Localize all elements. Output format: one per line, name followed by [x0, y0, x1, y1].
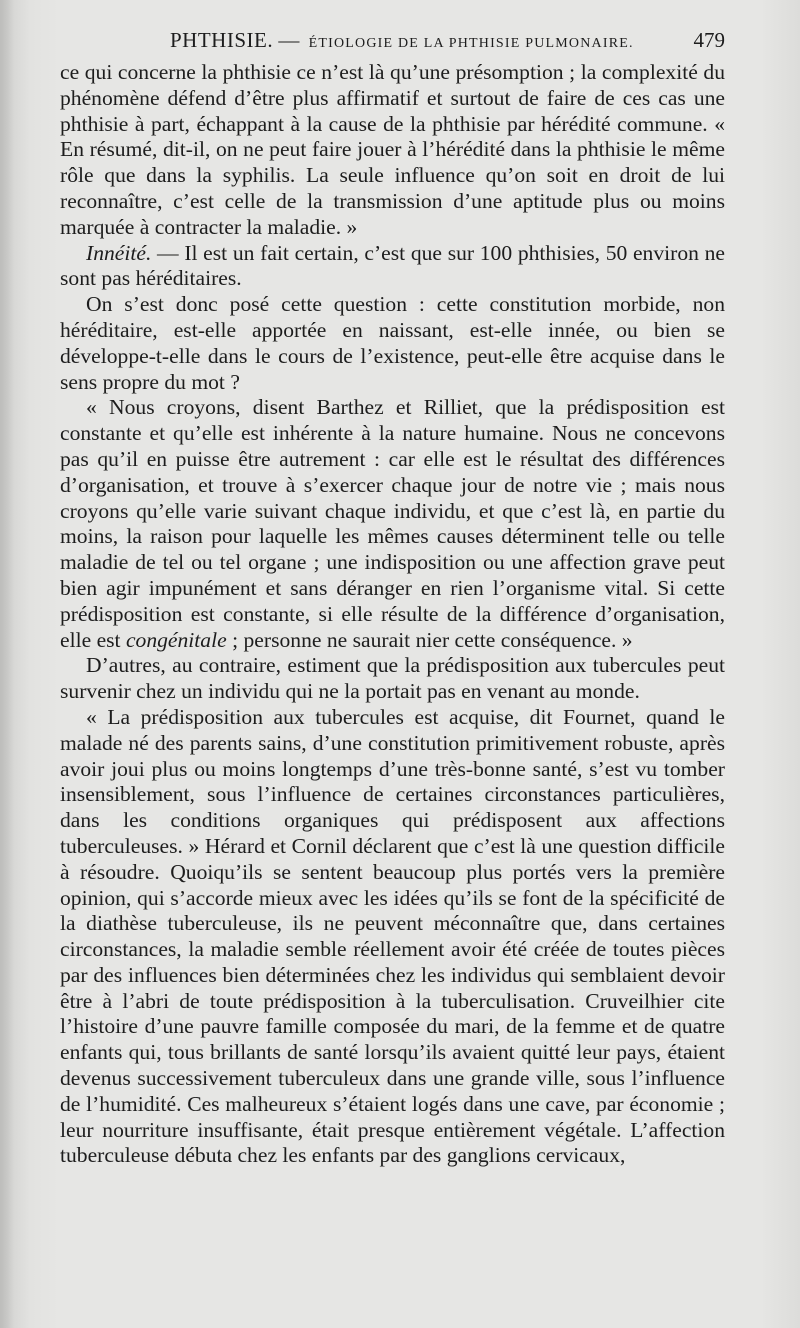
paragraph-inneite [60, 241, 725, 293]
paragraph-barthez-rilliet [60, 395, 725, 653]
section-heading-inneite: Innéité. [86, 240, 152, 265]
paragraph-question: On s’est donc posé cette question : cette constitution morbide, non héréditaire, est-elle apportée en naissant, est-elle innée, ou bien se développe-t-elle dans le cours de l’existence, peut-elle être acquise dans le sens propre du mot ? [60, 292, 725, 394]
page-number: 479 [693, 28, 725, 52]
running-title-dash: — [278, 28, 300, 52]
running-title [170, 28, 634, 53]
binding-shadow [0, 0, 14, 1328]
paragraph-barthez-rilliet-b: ; personne ne saurait nier cette conséquence. » [226, 627, 633, 652]
emphasis-congenitale: congénitale [125, 627, 227, 652]
paragraph-barthez-rilliet-a: « Nous croyons, disent Barthez et Rilliet, que la prédisposition est constante et qu’elle est inhérente à la nature humaine. Nous ne concevons pas qu’il en puisse être autrement : car elle est le résultat des différences d’organisation, et trouve à s’exercer chaque jour de notre vie ; mais nous croyons qu’elle varie suivant chaque individu, et que c’est là, en partie du moins, la raison pour laquelle les mêmes causes déterminent telle ou telle maladie de tel ou tel organe ; une indisposition ou une affection grave peut bien agir impunément et sans déranger en rien l’organisme vital. Si cette prédisposition est constante, si elle résulte de la différence d’organisation, elle est [60, 395, 725, 652]
body-text [60, 60, 725, 1169]
running-header [60, 24, 725, 58]
paragraph-continuation: ce qui concerne la phthisie ce n’est là qu’une présomption ; la complexité du phénomène défend d’être plus affirmatif et surtout de faire de ces cas une phthisie à part, échappant à la cause de la phthisie par hérédité commune. « En résumé, dit-il, on ne peut faire jouer à l’hérédité dans la phthisie le même rôle que dans la syphilis. La seule influence qu’on soit en droit de lui reconnaître, c’est celle de la transmission d’une aptitude plus ou moins marquée à contracter la maladie. » [60, 60, 725, 239]
paragraph-inneite-text: — Il est un fait certain, c’est que sur 100 phthisies, 50 environ ne sont pas héréditaires. [60, 240, 725, 291]
paragraph-others: D’autres, au contraire, estiment que la prédisposition aux tubercules peut survenir chez un individu qui ne la portait pas en venant au monde. [60, 653, 725, 704]
paragraph-fournet: « La prédisposition aux tubercules est acquise, dit Fournet, quand le malade né des parents sains, d’une constitution primitivement robuste, après avoir joui plus ou moins longtemps d’une très-bonne santé, s’est vu tomber insensiblement, sous l’influence de certaines circonstances particulières, dans les conditions organiques qui prédisposent aux affections tuberculeuses. » Hérard et Cornil déclarent que c’est là une question difficile à résoudre. Quoiqu’ils se sentent beaucoup plus portés vers la première opinion, qui s’accorde mieux avec les idées qu’ils se font de la spécificité de la diathèse tuberculeuse, ils ne peuvent méconnaître que, dans certaines circonstances, la maladie semble réellement avoir été créée de toutes pièces par des influences bien déterminées chez les individus qui semblaient devoir être à l’abri de toute prédisposition à la tuberculisation. Cruveilhier cite l’histoire d’une pauvre famille composée du mari, de la femme et de quatre enfants qui, tous brillants de santé lorsqu’ils avaient quitté leur pays, étaient devenus successivement tuberculeux dans une grande ville, sous l’influence de l’humidité. Ces malheureux s’étaient logés dans une cave, par économie ; leur nourriture insuffisante, était presque entièrement végétale. L’affection tuberculeuse débuta chez les enfants par des ganglions cervicaux, [60, 704, 725, 1168]
running-title-main: PHTHISIE. [170, 28, 274, 52]
running-title-sub: ÉTIOLOGIE DE LA PHTHISIE PULMONAIRE. [308, 36, 634, 51]
